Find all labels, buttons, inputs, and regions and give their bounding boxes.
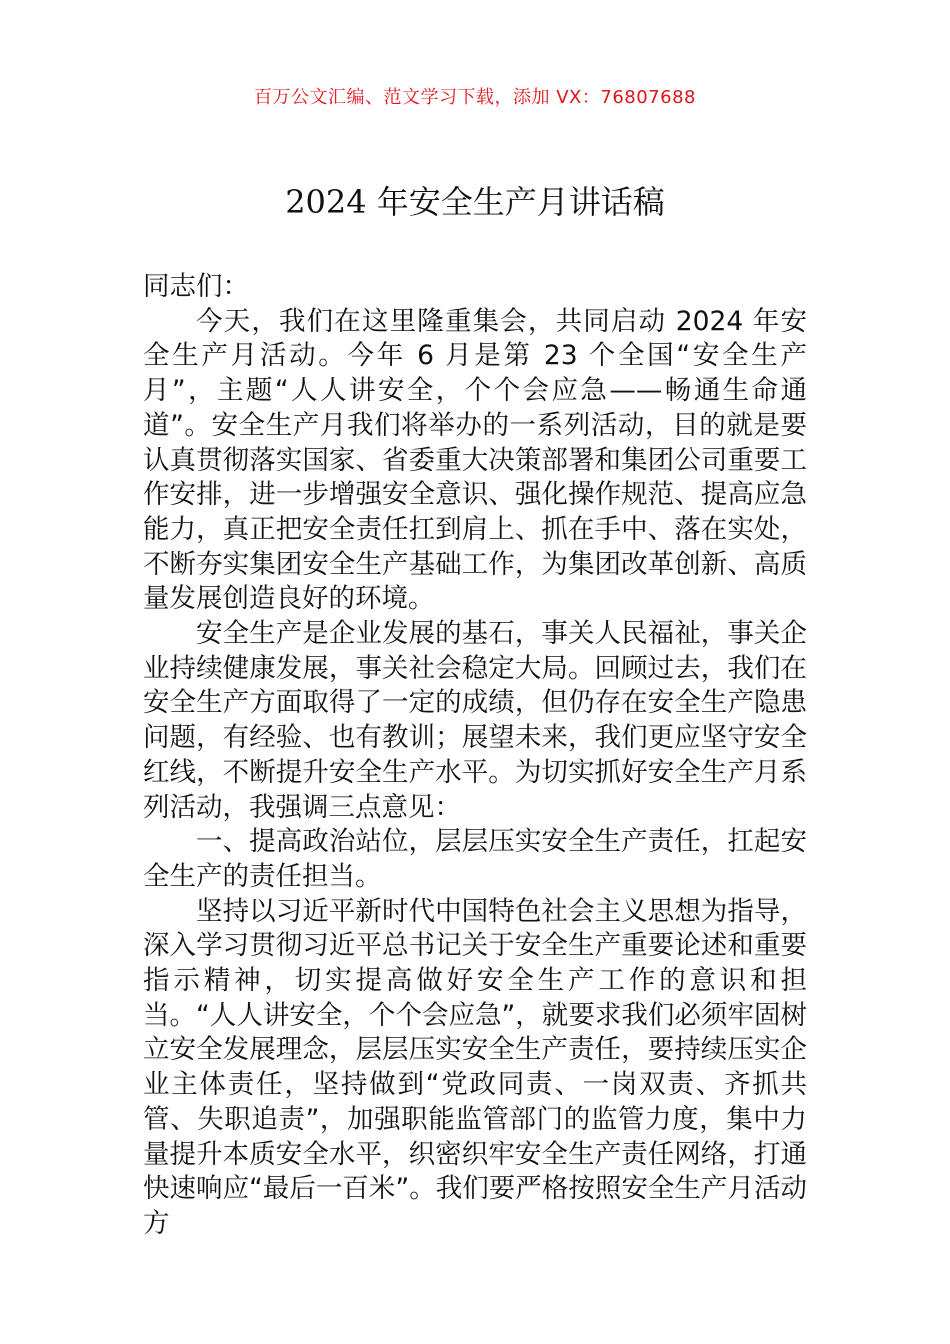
paragraph-section-one: 坚持以习近平新时代中国特色社会主义思想为指导，深入学习贯彻习近平总书记关于安全生产重要论述和重要指示精神，切实提高做好安全生产工作的意识和担当。“人人讲安全，个个会应急”，就要求我们必须牢固树立安全发展理念，层层压实安全生产责任，要持续压实企业主体责任，坚持做到“党政同责、一岗双责、齐抓共管、失职追责”，加强职能监管部门的监管力度，集中力量提升本质安全水平，织密织牢安全生产责任网络，打通快速响应“最后一百米”。我们要严格按照安全生产月活动方 xyxy=(143,895,807,1239)
document-title: 2024 年安全生产月讲话稿 xyxy=(285,183,665,221)
paragraph-opening: 今天，我们在这里隆重集会，共同启动 2024 年安全生产月活动。今年 6 月是第 23 个全国“安全生产月”，主题“人人讲安全，个个会应急——畅通生命通道”。安全生产月我们将举办的一系列活动，目的就是要认真贯彻落实国家、省委重大决策部署和集团公司重要工作安排，进一步增强安全意识、强化操作规范、提高应急能力，真正把安全责任扛到肩上、抓在手中、落在实处，不断夯实集团安全生产基础工作，为集团改革创新、高质量发展创造良好的环境。 xyxy=(143,305,807,615)
paragraph-importance: 安全生产是企业发展的基石，事关人民福祉，事关企业持续健康发展，事关社会稳定大局。回顾过去，我们在安全生产方面取得了一定的成绩，但仍存在安全生产隐患问题，有经验、也有教训；展望未来，我们更应坚守安全红线，不断提升安全生产水平。为切实抓好安全生产月系列活动，我强调三点意见： xyxy=(143,618,807,823)
section-heading-one: 一、提高政治站位，层层压实安全生产责任，扛起安全生产的责任担当。 xyxy=(143,826,807,892)
watermark-header: 百万公文汇编、范文学习下载，添加 VX：76807688 xyxy=(254,87,696,108)
greeting: 同志们： xyxy=(143,271,249,302)
document-body xyxy=(143,270,807,1242)
